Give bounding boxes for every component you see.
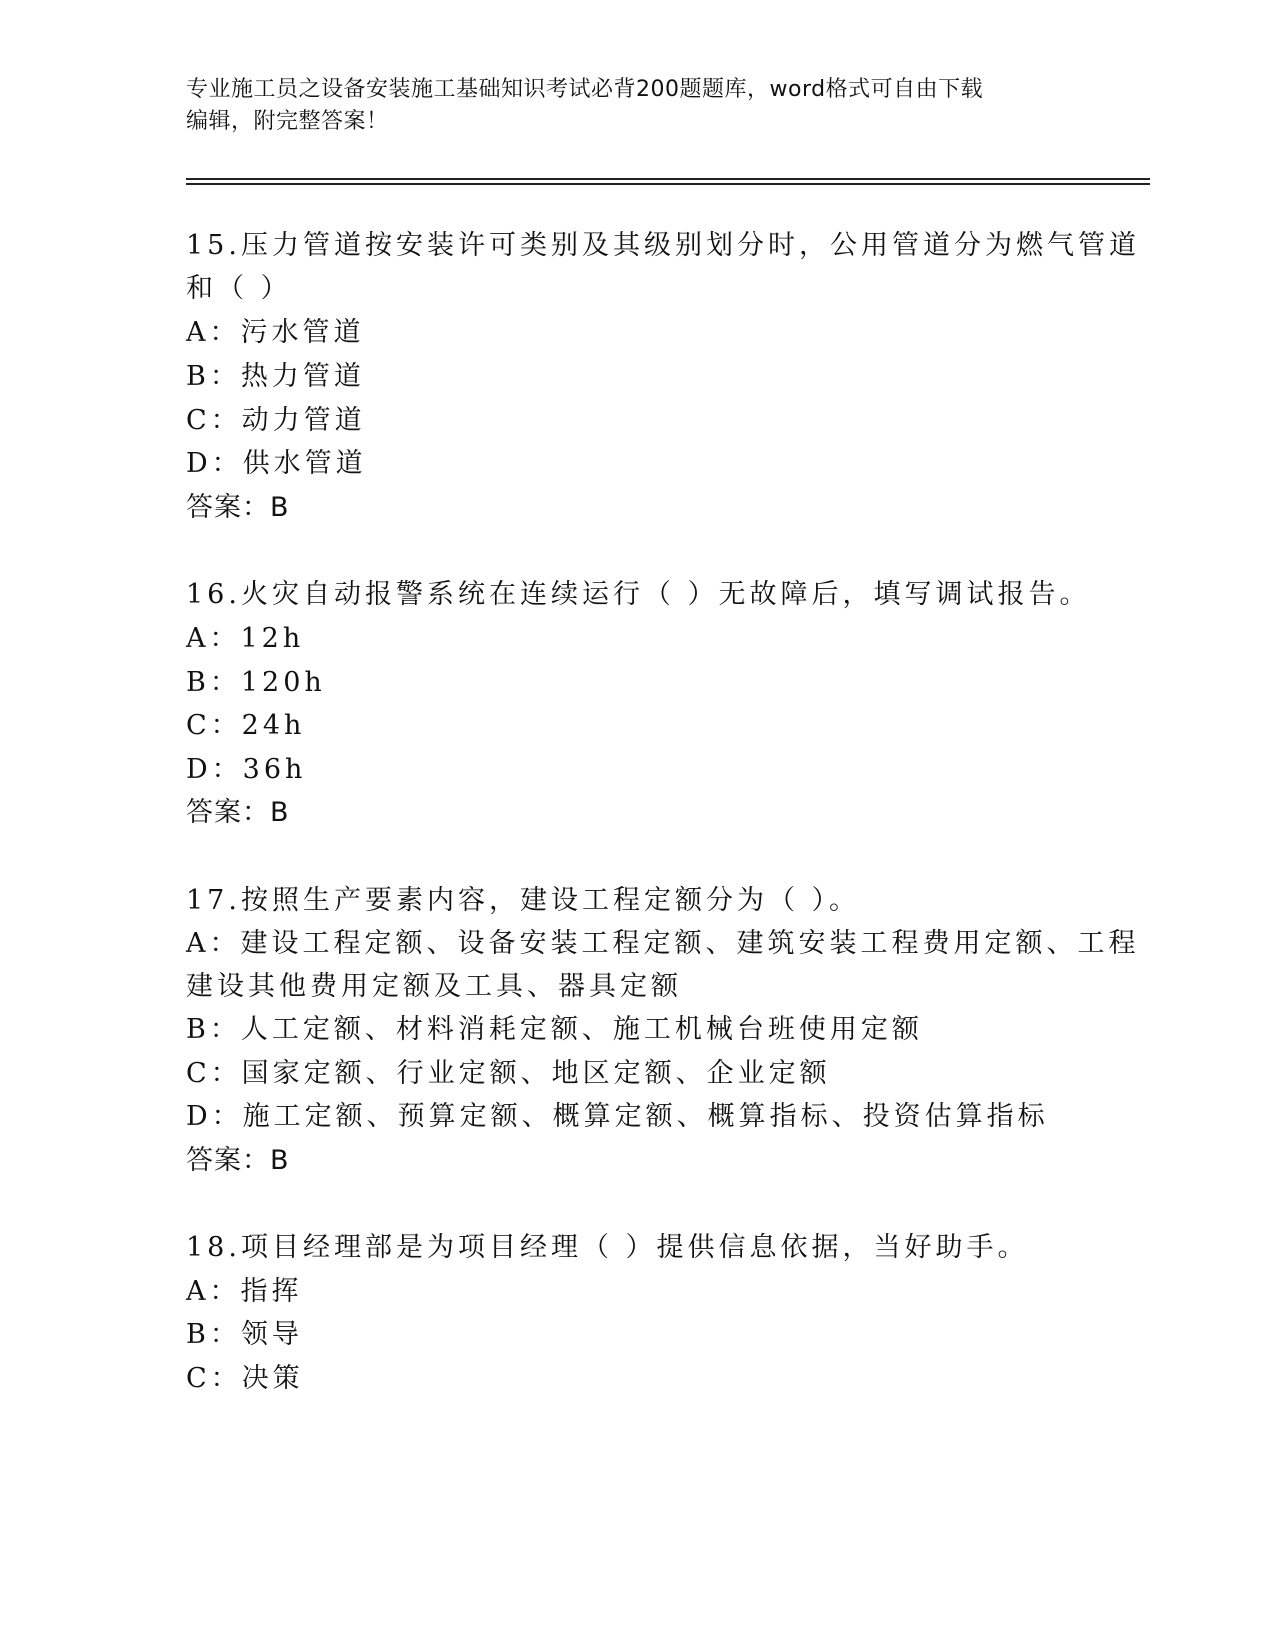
option-b: B：热力管道 [186,361,365,392]
question-stem: 15.压力管道按安装许可类别及其级别划分时，公用管道分为燃气管道 [186,230,1140,261]
question-stem-cont: 和（ ） [186,273,292,304]
option-d: D：供水管道 [186,448,367,479]
option-c: C：动力管道 [186,405,366,436]
header-line-2: 编辑，附完整答案！ [186,109,389,134]
question-stem: 18.项目经理部是为项目经理（ ）提供信息依据，当好助手。 [186,1232,1029,1263]
option-a: A：指挥 [186,1276,303,1307]
document-header [186,74,1066,138]
option-a: A：建设工程定额、设备安装工程定额、建筑安装工程费用定额、工程 [186,928,1140,959]
option-a: A：12h [186,623,305,654]
answer-label: 答案：B [186,1145,290,1176]
option-b: B：领导 [186,1319,303,1350]
option-a-cont: 建设其他费用定额及工具、器具定额 [186,971,682,1002]
option-d: D：36h [186,754,307,785]
option-b: B：120h [186,667,326,698]
option-d: D：施工定额、预算定额、概算定额、概算指标、投资估算指标 [186,1101,1049,1132]
header-divider-bottom [186,183,1150,185]
answer-label: 答案：B [186,492,290,523]
option-b: B：人工定额、材料消耗定额、施工机械台班使用定额 [186,1014,923,1045]
question-stem: 17.按照生产要素内容，建设工程定额分为（ ）。 [186,885,861,916]
option-c: C：24h [186,710,306,741]
header-line-1: 专业施工员之设备安装施工基础知识考试必背200题题库，word格式可自由下载 [186,77,984,102]
option-c: C：国家定额、行业定额、地区定额、企业定额 [186,1058,831,1089]
answer-label: 答案：B [186,797,290,828]
option-c: C：决策 [186,1363,304,1394]
header-divider-top [186,178,1150,180]
question-stem: 16.火灾自动报警系统在连续运行（ ）无故障后，填写调试报告。 [186,579,1091,610]
option-a: A：污水管道 [186,317,365,348]
